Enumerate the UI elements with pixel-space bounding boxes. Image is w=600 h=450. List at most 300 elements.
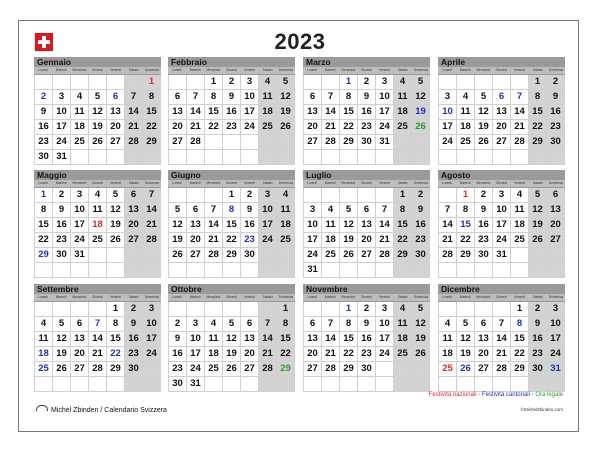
weekday-label: Sabato <box>397 181 408 185</box>
empty-cell <box>259 135 277 150</box>
day-cell: 7 <box>439 203 457 218</box>
day-cell: 12 <box>223 332 241 347</box>
empty-cell <box>376 150 394 165</box>
weekday-label: Venerdì <box>514 295 526 299</box>
weekday-label: Venerdì <box>514 68 526 72</box>
day-cell: 8 <box>457 203 475 218</box>
day-cell: 11 <box>259 90 277 105</box>
day-cell: 30 <box>241 248 259 263</box>
day-cell: 29 <box>529 135 547 150</box>
day-grid <box>303 188 430 278</box>
empty-cell <box>205 377 223 392</box>
empty-cell <box>376 362 394 377</box>
day-cell: 9 <box>169 332 187 347</box>
weekday-label: Mercoledì <box>72 68 87 72</box>
weekday-label: Lunedì <box>38 68 48 72</box>
weekday-label: Domenica <box>413 181 429 185</box>
day-cell: 14 <box>143 203 161 218</box>
empty-cell <box>205 150 223 165</box>
day-cell: 19 <box>340 233 358 248</box>
day-cell: 28 <box>143 233 161 248</box>
weekday-label: Venerdì <box>379 295 391 299</box>
day-cell: 9 <box>475 203 493 218</box>
day-cell: 21 <box>89 347 107 362</box>
day-cell: 22 <box>511 347 529 362</box>
empty-cell <box>277 263 295 278</box>
empty-cell <box>493 263 511 278</box>
empty-cell <box>547 377 565 392</box>
day-cell: 17 <box>304 233 322 248</box>
weekday-label: Martedì <box>459 68 471 72</box>
day-cell: 10 <box>143 317 161 332</box>
day-cell: 27 <box>493 135 511 150</box>
day-cell: 20 <box>71 347 89 362</box>
weekday-label: Sabato <box>128 295 139 299</box>
day-cell: 28 <box>187 135 205 150</box>
empty-cell <box>358 377 376 392</box>
day-cell: 15 <box>35 218 53 233</box>
empty-cell <box>439 188 457 203</box>
day-cell: 2 <box>358 75 376 90</box>
day-cell: 26 <box>107 233 125 248</box>
weekday-label: Giovedì <box>360 68 372 72</box>
day-cell: 9 <box>412 203 430 218</box>
day-cell: 16 <box>358 332 376 347</box>
empty-cell <box>340 188 358 203</box>
weekday-header <box>438 294 565 302</box>
day-cell: 15 <box>340 105 358 120</box>
empty-cell <box>89 302 107 317</box>
day-cell: 22 <box>340 120 358 135</box>
empty-cell <box>169 188 187 203</box>
cap-logo-icon <box>36 405 48 411</box>
day-cell: 2 <box>475 188 493 203</box>
weekday-label: Domenica <box>144 68 160 72</box>
empty-cell <box>143 362 161 377</box>
day-cell: 15 <box>511 332 529 347</box>
day-cell: 26 <box>412 347 430 362</box>
day-grid <box>438 75 565 165</box>
day-cell: 22 <box>143 120 161 135</box>
empty-cell <box>169 75 187 90</box>
day-cell: 15 <box>205 105 223 120</box>
empty-cell <box>529 150 547 165</box>
site-credit: ©MichelZbinden.com <box>520 407 563 412</box>
day-grid <box>168 75 295 165</box>
empty-cell <box>125 377 143 392</box>
legend-cantonal: Festività cantonali <box>481 392 530 398</box>
weekday-label: Mercoledì <box>341 295 356 299</box>
day-cell: 18 <box>439 347 457 362</box>
day-cell: 20 <box>304 347 322 362</box>
month-name: Dicembre <box>438 284 565 294</box>
day-cell: 12 <box>107 203 125 218</box>
day-cell: 16 <box>223 105 241 120</box>
empty-cell <box>457 263 475 278</box>
day-cell: 3 <box>547 302 565 317</box>
empty-cell <box>358 150 376 165</box>
empty-cell <box>169 263 187 278</box>
weekday-label: Sabato <box>397 295 408 299</box>
empty-cell <box>187 302 205 317</box>
day-cell: 22 <box>457 233 475 248</box>
day-cell: 13 <box>125 203 143 218</box>
day-cell: 18 <box>322 233 340 248</box>
day-cell: 9 <box>53 203 71 218</box>
day-cell: 21 <box>187 120 205 135</box>
day-cell: 11 <box>322 218 340 233</box>
day-cell: 14 <box>376 218 394 233</box>
holiday-legend <box>429 392 563 398</box>
day-cell: 29 <box>340 362 358 377</box>
month-ottobre <box>168 284 295 392</box>
day-cell: 18 <box>205 347 223 362</box>
day-cell: 27 <box>475 362 493 377</box>
day-cell: 30 <box>53 248 71 263</box>
empty-cell <box>304 75 322 90</box>
day-cell: 20 <box>169 120 187 135</box>
day-cell: 10 <box>53 105 71 120</box>
day-cell: 28 <box>205 248 223 263</box>
empty-cell <box>511 75 529 90</box>
day-cell: 27 <box>241 362 259 377</box>
weekday-label: Giovedì <box>360 181 372 185</box>
credit-text: Michel Zbinden / Calendario Svizzera <box>51 407 167 414</box>
day-cell: 18 <box>511 218 529 233</box>
day-cell: 1 <box>35 188 53 203</box>
day-cell: 12 <box>412 317 430 332</box>
empty-cell <box>241 263 259 278</box>
weekday-label: Martedì <box>459 181 471 185</box>
day-cell: 4 <box>439 317 457 332</box>
day-cell: 7 <box>89 317 107 332</box>
weekday-label: Mercoledì <box>341 181 356 185</box>
day-cell: 31 <box>71 248 89 263</box>
day-cell: 12 <box>529 203 547 218</box>
day-cell: 8 <box>394 203 412 218</box>
day-cell: 16 <box>529 332 547 347</box>
day-cell: 23 <box>53 233 71 248</box>
weekday-label: Giovedì <box>495 68 507 72</box>
weekday-label: Sabato <box>532 295 543 299</box>
day-cell: 30 <box>412 248 430 263</box>
day-cell: 28 <box>259 362 277 377</box>
day-cell: 9 <box>241 203 259 218</box>
day-cell: 14 <box>439 218 457 233</box>
day-cell: 20 <box>241 347 259 362</box>
empty-cell <box>125 150 143 165</box>
day-cell: 26 <box>223 362 241 377</box>
empty-cell <box>340 377 358 392</box>
day-cell: 26 <box>340 248 358 263</box>
day-cell: 2 <box>241 188 259 203</box>
weekday-label: Mercoledì <box>341 68 356 72</box>
day-cell: 4 <box>205 317 223 332</box>
empty-cell <box>304 188 322 203</box>
day-cell: 5 <box>529 188 547 203</box>
empty-cell <box>493 302 511 317</box>
day-cell: 13 <box>475 332 493 347</box>
day-cell: 11 <box>457 105 475 120</box>
day-cell: 30 <box>358 362 376 377</box>
day-cell: 30 <box>529 362 547 377</box>
empty-cell <box>125 248 143 263</box>
empty-cell <box>241 302 259 317</box>
day-cell: 17 <box>241 105 259 120</box>
empty-cell <box>358 263 376 278</box>
day-cell: 19 <box>277 105 295 120</box>
day-cell: 24 <box>259 233 277 248</box>
empty-cell <box>89 248 107 263</box>
weekday-label: Mercoledì <box>476 295 491 299</box>
day-cell: 19 <box>53 347 71 362</box>
day-cell: 23 <box>412 233 430 248</box>
day-cell: 14 <box>125 105 143 120</box>
empty-cell <box>340 263 358 278</box>
month-name: Marzo <box>303 57 430 67</box>
weekday-label: Martedì <box>189 181 201 185</box>
day-cell: 19 <box>412 332 430 347</box>
empty-cell <box>511 150 529 165</box>
day-cell: 25 <box>71 135 89 150</box>
day-cell: 2 <box>223 75 241 90</box>
day-cell: 28 <box>493 362 511 377</box>
empty-cell <box>125 75 143 90</box>
day-cell: 1 <box>457 188 475 203</box>
empty-cell <box>53 302 71 317</box>
day-cell: 16 <box>53 218 71 233</box>
weekday-label: Mercoledì <box>72 181 87 185</box>
day-cell: 29 <box>143 135 161 150</box>
weekday-label: Venerdì <box>110 181 122 185</box>
weekday-label: Martedì <box>189 295 201 299</box>
weekday-label: Giovedì <box>225 181 237 185</box>
month-name: Novembre <box>303 284 430 294</box>
day-cell: 23 <box>125 347 143 362</box>
day-cell: 8 <box>340 90 358 105</box>
day-cell: 13 <box>107 105 125 120</box>
weekday-label: Martedì <box>324 295 336 299</box>
weekday-label: Lunedì <box>442 68 452 72</box>
day-cell: 8 <box>277 317 295 332</box>
day-cell: 17 <box>493 218 511 233</box>
day-cell: 7 <box>259 317 277 332</box>
day-cell: 25 <box>394 347 412 362</box>
day-cell: 2 <box>412 188 430 203</box>
day-cell: 3 <box>241 75 259 90</box>
day-cell: 5 <box>340 203 358 218</box>
day-cell: 11 <box>277 203 295 218</box>
day-cell: 25 <box>205 362 223 377</box>
day-cell: 5 <box>277 75 295 90</box>
credit-line <box>36 405 167 414</box>
day-cell: 7 <box>143 188 161 203</box>
weekday-label: Sabato <box>128 68 139 72</box>
day-cell: 19 <box>223 347 241 362</box>
empty-cell <box>529 248 547 263</box>
day-cell: 5 <box>89 90 107 105</box>
empty-cell <box>71 302 89 317</box>
weekday-label: Domenica <box>548 181 564 185</box>
weekday-label: Lunedì <box>172 181 182 185</box>
empty-cell <box>205 188 223 203</box>
day-cell: 27 <box>304 135 322 150</box>
day-cell: 7 <box>205 203 223 218</box>
empty-cell <box>205 135 223 150</box>
day-cell: 24 <box>376 347 394 362</box>
day-cell: 24 <box>53 135 71 150</box>
day-cell: 31 <box>53 150 71 165</box>
empty-cell <box>71 75 89 90</box>
legend-legal-time: Ora legale <box>535 392 563 398</box>
day-grid <box>34 188 161 278</box>
day-cell: 14 <box>259 332 277 347</box>
empty-cell <box>107 150 125 165</box>
day-grid <box>34 75 161 165</box>
empty-cell <box>143 150 161 165</box>
day-cell: 1 <box>107 302 125 317</box>
day-cell: 26 <box>53 362 71 377</box>
day-cell: 29 <box>277 362 295 377</box>
empty-cell <box>89 75 107 90</box>
day-cell: 7 <box>493 317 511 332</box>
day-cell: 12 <box>89 105 107 120</box>
weekday-header <box>303 67 430 75</box>
weekday-header <box>168 67 295 75</box>
weekday-label: Lunedì <box>442 181 452 185</box>
day-cell: 17 <box>71 218 89 233</box>
day-cell: 24 <box>143 347 161 362</box>
month-name: Gennaio <box>34 57 161 67</box>
day-cell: 22 <box>205 120 223 135</box>
day-cell: 10 <box>241 90 259 105</box>
empty-cell <box>340 150 358 165</box>
day-cell: 13 <box>358 218 376 233</box>
weekday-label: Lunedì <box>307 68 317 72</box>
day-cell: 25 <box>439 362 457 377</box>
day-cell: 3 <box>376 75 394 90</box>
day-cell: 13 <box>241 332 259 347</box>
empty-cell <box>187 263 205 278</box>
day-cell: 19 <box>169 233 187 248</box>
weekday-label: Venerdì <box>110 68 122 72</box>
day-cell: 12 <box>412 90 430 105</box>
weekday-label: Giovedì <box>91 68 103 72</box>
day-cell: 17 <box>187 347 205 362</box>
empty-cell <box>322 377 340 392</box>
day-cell: 9 <box>358 317 376 332</box>
month-giugno <box>168 170 295 278</box>
weekday-label: Venerdì <box>379 181 391 185</box>
day-cell: 11 <box>511 203 529 218</box>
day-cell: 23 <box>169 362 187 377</box>
day-cell: 7 <box>187 90 205 105</box>
day-cell: 23 <box>475 233 493 248</box>
day-cell: 2 <box>53 188 71 203</box>
weekday-label: Sabato <box>262 181 273 185</box>
month-gennaio <box>34 57 161 165</box>
day-cell: 2 <box>169 317 187 332</box>
empty-cell <box>439 377 457 392</box>
day-cell: 6 <box>493 90 511 105</box>
day-cell: 27 <box>107 135 125 150</box>
day-cell: 5 <box>107 188 125 203</box>
day-cell: 17 <box>376 105 394 120</box>
day-cell: 26 <box>412 120 430 135</box>
empty-cell <box>304 377 322 392</box>
day-cell: 4 <box>511 188 529 203</box>
day-cell: 28 <box>376 248 394 263</box>
day-cell: 21 <box>322 347 340 362</box>
day-cell: 25 <box>277 233 295 248</box>
day-cell: 24 <box>493 233 511 248</box>
day-cell: 20 <box>304 120 322 135</box>
weekday-label: Venerdì <box>379 68 391 72</box>
empty-cell <box>223 302 241 317</box>
day-cell: 6 <box>475 317 493 332</box>
day-grid <box>303 75 430 165</box>
weekday-label: Mercoledì <box>476 68 491 72</box>
month-novembre <box>303 284 430 392</box>
day-cell: 15 <box>529 105 547 120</box>
empty-cell <box>277 135 295 150</box>
day-cell: 3 <box>71 188 89 203</box>
weekday-label: Domenica <box>278 181 294 185</box>
weekday-label: Giovedì <box>495 181 507 185</box>
day-cell: 31 <box>493 248 511 263</box>
day-cell: 17 <box>143 332 161 347</box>
empty-cell <box>457 75 475 90</box>
day-cell: 1 <box>394 188 412 203</box>
empty-cell <box>304 302 322 317</box>
empty-cell <box>322 188 340 203</box>
day-grid <box>303 302 430 392</box>
weekday-label: Domenica <box>278 68 294 72</box>
weekday-label: Lunedì <box>172 295 182 299</box>
month-maggio <box>34 170 161 278</box>
day-cell: 16 <box>358 105 376 120</box>
day-cell: 8 <box>529 90 547 105</box>
weekday-label: Sabato <box>397 68 408 72</box>
weekday-label: Giovedì <box>91 181 103 185</box>
day-cell: 16 <box>547 105 565 120</box>
weekday-header <box>34 294 161 302</box>
empty-cell <box>223 263 241 278</box>
day-cell: 20 <box>125 218 143 233</box>
day-cell: 27 <box>169 135 187 150</box>
weekday-label: Lunedì <box>307 181 317 185</box>
day-cell: 6 <box>125 188 143 203</box>
day-cell: 13 <box>187 218 205 233</box>
day-cell: 25 <box>322 248 340 263</box>
day-cell: 15 <box>340 332 358 347</box>
month-febbraio <box>168 57 295 165</box>
empty-cell <box>223 135 241 150</box>
legend-separator-2: - <box>529 392 536 398</box>
empty-cell <box>35 302 53 317</box>
empty-cell <box>125 263 143 278</box>
weekday-label: Mercoledì <box>206 68 221 72</box>
legend-separator-1: - <box>476 392 482 398</box>
day-cell: 29 <box>223 248 241 263</box>
weekday-label: Lunedì <box>442 295 452 299</box>
day-cell: 7 <box>322 90 340 105</box>
day-cell: 12 <box>475 105 493 120</box>
month-dicembre <box>438 284 565 392</box>
empty-cell <box>143 248 161 263</box>
day-cell: 15 <box>457 218 475 233</box>
day-cell: 3 <box>187 317 205 332</box>
